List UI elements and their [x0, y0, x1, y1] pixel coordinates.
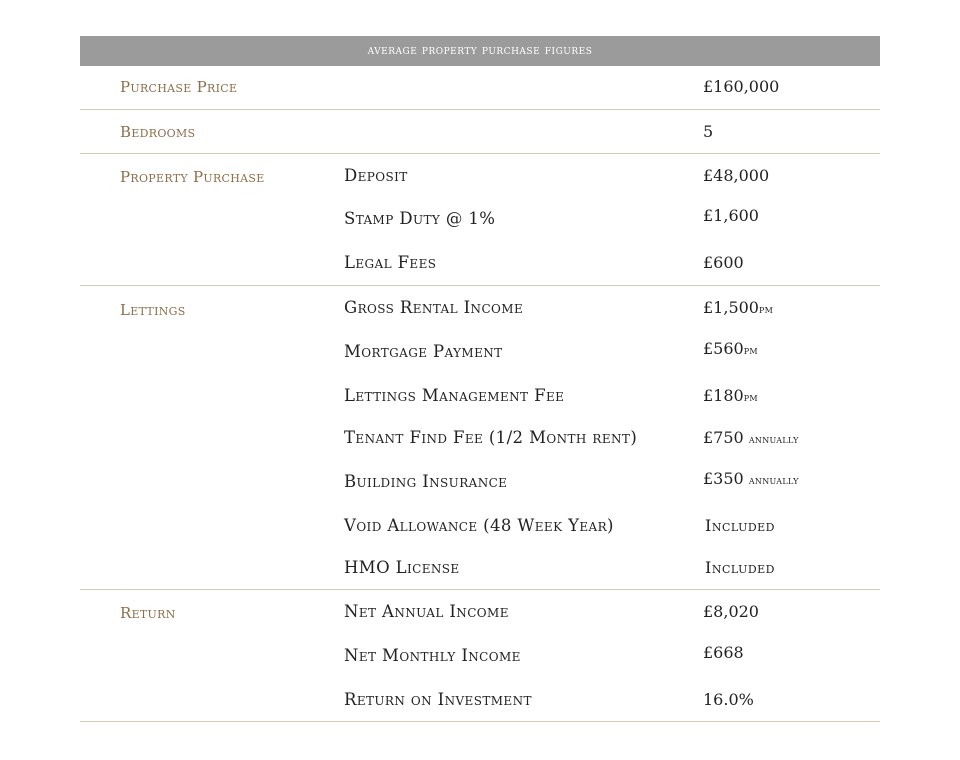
row-label: Return on Investment [344, 690, 532, 709]
row-value: £750 annually [703, 428, 799, 447]
row-label: Net Annual Income [344, 602, 509, 621]
row-label: Void Allowance (48 Week Year) [344, 516, 614, 535]
purchase-figures-table [80, 36, 880, 722]
row-value: £8,020 [703, 602, 759, 621]
row-label: Building Insurance [344, 472, 508, 491]
row-label: HMO License [344, 558, 460, 577]
row-value: £1,500pm [703, 298, 774, 317]
section-lettings [80, 286, 880, 590]
row-label: Net Monthly Income [344, 646, 521, 665]
row-label: Stamp Duty @ 1% [344, 209, 496, 228]
section-label: Return [120, 604, 176, 622]
section-bedrooms [80, 110, 880, 154]
row-value: £668 [703, 643, 744, 662]
row-label: Lettings Management Fee [344, 386, 565, 405]
row-value: £180pm [703, 386, 758, 405]
row-label: Mortgage Payment [344, 342, 503, 361]
row-value: 16.0% [703, 690, 754, 709]
row-value: £350 annually [703, 469, 799, 488]
row-value: £48,000 [703, 166, 770, 185]
table-header: average property purchase figures [80, 36, 880, 66]
row-value: £1,600 [703, 206, 759, 225]
row-label: Legal Fees [344, 253, 437, 272]
purchase-price-value: £160,000 [703, 77, 780, 96]
row-value: £600 [703, 253, 744, 272]
row-value: £560pm [703, 339, 758, 358]
section-purchase-price [80, 66, 880, 110]
section-return [80, 590, 880, 722]
row-label: Tenant Find Fee (1/2 Month rent) [344, 428, 638, 447]
row-value: Included [705, 558, 776, 577]
section-label: Purchase Price [120, 78, 238, 96]
section-property-purchase [80, 154, 880, 286]
section-label: Bedrooms [120, 123, 196, 141]
row-label: Gross Rental Income [344, 298, 524, 317]
bedrooms-value: 5 [703, 122, 714, 141]
row-label: Deposit [344, 166, 408, 185]
row-value: Included [705, 516, 776, 535]
section-label: Lettings [120, 301, 186, 319]
section-label: Property Purchase [120, 168, 265, 186]
